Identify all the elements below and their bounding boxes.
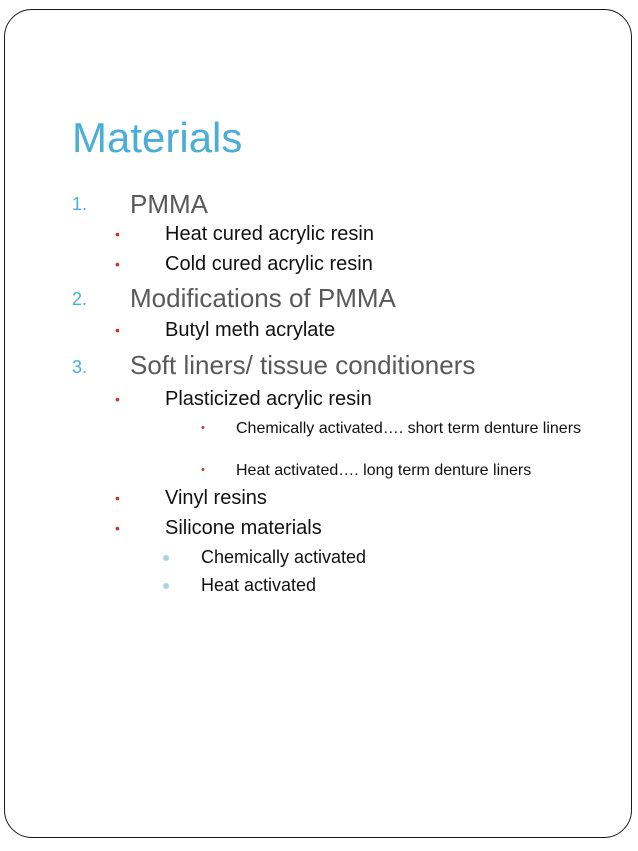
bullet-icon: ● bbox=[162, 577, 171, 593]
sub-item-label: Silicone materials bbox=[165, 517, 322, 539]
sub-sub-item-label: Chemically activated…. short term denture liners bbox=[236, 420, 582, 437]
slide-title: Materials bbox=[72, 114, 243, 161]
sub-sub-item-label: Heat activated bbox=[201, 575, 317, 595]
item-label: PMMA bbox=[130, 189, 208, 219]
sub-item-label: Heat cured acrylic resin bbox=[165, 223, 374, 245]
sub-item-label: Vinyl resins bbox=[165, 487, 267, 509]
bullet-icon: ● bbox=[162, 549, 171, 565]
bullet-icon: • bbox=[115, 256, 120, 272]
item-label: Modifications of PMMA bbox=[130, 283, 396, 313]
bullet-icon: • bbox=[115, 490, 120, 506]
sub-item-label: Plasticized acrylic resin bbox=[165, 388, 372, 410]
bullet-icon: • bbox=[201, 422, 205, 434]
bullet-icon: • bbox=[115, 226, 120, 242]
item-number: 3. bbox=[72, 357, 88, 377]
sub-sub-item-label: Chemically activated bbox=[201, 547, 367, 567]
bullet-icon: • bbox=[115, 520, 120, 536]
item-label: Soft liners/ tissue conditioners bbox=[130, 350, 476, 380]
sub-item-label: Cold cured acrylic resin bbox=[165, 253, 373, 275]
item-number: 1. bbox=[72, 194, 88, 214]
bullet-icon: • bbox=[115, 391, 120, 407]
sub-sub-item-label: Heat activated…. long term denture liners bbox=[236, 462, 532, 479]
sub-item-label: Butyl meth acrylate bbox=[165, 319, 336, 341]
bullet-icon: • bbox=[201, 464, 205, 476]
bullet-icon: • bbox=[115, 322, 120, 338]
item-number: 2. bbox=[72, 289, 88, 309]
